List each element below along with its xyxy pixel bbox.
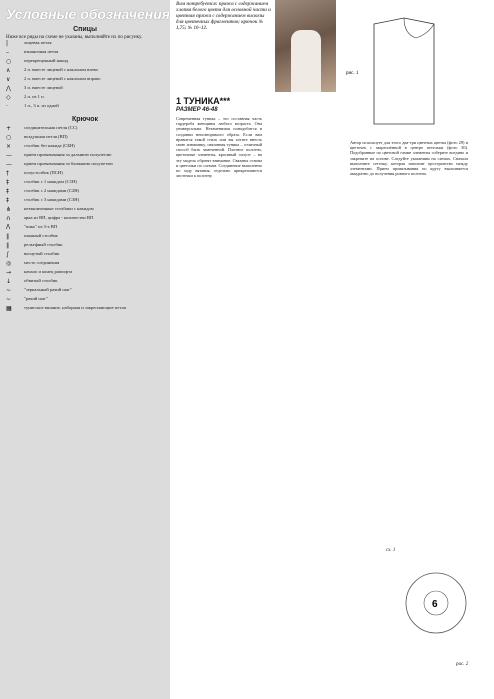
spicy-label: лицевая петля xyxy=(24,40,52,45)
hook-row xyxy=(0,188,170,197)
hook-row xyxy=(0,134,170,143)
article-column-2: Автор использует для этого два-три цветных цветка (фото 29) и цветочек с закреплённой в центре петельки (фото 30). Подобранные по цветовой гамме элементы соберите воедино и закрепите на основе. Следуйте указаниям на схемах. Сначала выполните сеточку, которая заполнит пространство между элементами. Прием провязывания по кругу выполняется аккуратно до получения ровного полотна. xyxy=(350,140,468,177)
symbol-icon: ‡ xyxy=(6,197,9,204)
symbol-icon: ~ xyxy=(6,296,12,303)
hook-row xyxy=(0,215,170,224)
symbol-icon: — xyxy=(6,161,12,168)
hook-row xyxy=(0,305,170,314)
symbol-icon: ○ xyxy=(6,134,12,141)
hook-row xyxy=(0,269,170,278)
spicy-label: изнаночная петля xyxy=(24,49,59,54)
hook-label: тунисское вязание, наборная и закрепляющие петли xyxy=(24,305,126,310)
hook-label: вогнутый столбик xyxy=(24,251,60,256)
spicy-row xyxy=(0,58,170,67)
model-photo xyxy=(275,0,336,92)
spicy-row xyxy=(0,85,170,94)
hook-label: прием провязывания за ближнюю полупетлю xyxy=(24,161,113,166)
article-title: 1 ТУНИКА*** xyxy=(176,96,231,106)
hook-row xyxy=(0,296,170,305)
article-column-1: Современная туника – это составная часть гардероба женщины любого возраста. Она универсальна. Незаменимая понадобится в создании неповторимого образа. Если вам нравится такой стиль или вы хотите внесть свою изюминку, связанная туника – отличный способ быть замеченной. Плотное полотно, цветочные элементы, красивый силуэт – на эту модель обратят внимание. Связаны основа и цветочки по схемам. Соединение выполнено по ходу вязания, отдельно прикрепляются листочки к полотну. xyxy=(176,116,262,179)
symbol-icon: ‡ xyxy=(6,188,9,195)
hook-row xyxy=(0,287,170,296)
symbol-icon: † xyxy=(6,170,9,177)
hook-row xyxy=(0,260,170,269)
symbol-icon: ᐱ xyxy=(6,224,11,231)
spicy-label: 2 п. из 1 п. xyxy=(24,94,45,99)
symbol-icon: ⋔ xyxy=(6,206,12,213)
symbol-icon: + xyxy=(6,125,12,132)
hook-label: столбик с 1 накидом (С1Н) xyxy=(24,179,77,184)
symbol-icon: ◇ xyxy=(6,94,11,101)
spicy-label: перекрещенный накид xyxy=(24,58,69,63)
spicy-row xyxy=(0,40,170,49)
spicy-label: 3 п. вместе лицевой xyxy=(24,85,63,90)
spicy-label: 1 п., 3 п. из одной xyxy=(24,103,59,108)
hook-list xyxy=(0,125,170,314)
hook-label: столбик без накида (СБН) xyxy=(24,143,75,148)
spicy-label: 2 п. вместе лицевой с наклоном влево xyxy=(24,67,98,72)
article xyxy=(176,0,494,699)
article-size: РАЗМЕР 46-48 xyxy=(176,107,218,113)
symbol-icon: — xyxy=(6,152,12,159)
symbol-icon: ∩ xyxy=(6,215,11,222)
symbol-icon: | xyxy=(6,40,9,47)
hook-label: незаконченные столбики с накидом xyxy=(24,206,94,211)
hook-label: начало и конец раппорта xyxy=(24,269,73,274)
svg-text:6: 6 xyxy=(432,599,438,610)
circle-motif-diagram xyxy=(394,555,484,655)
symbol-icon: ◎ xyxy=(6,260,12,267)
spicy-label: 2 п. вместе лицевой с наклоном вправо xyxy=(24,76,101,81)
hook-label: соединительная петля (СС) xyxy=(24,125,78,130)
hook-label: "рачий шаг" xyxy=(24,296,48,301)
symbol-icon: ∥ xyxy=(6,242,9,249)
hook-row xyxy=(0,278,170,287)
hook-row xyxy=(0,242,170,251)
hook-row xyxy=(0,206,170,215)
symbol-icon: ○ xyxy=(6,58,12,65)
fig2-label: рис. 2 xyxy=(456,662,469,667)
hook-label: "зеркальный рачий шаг" xyxy=(24,287,72,292)
hook-label: столбик с 2 накидами (С2Н) xyxy=(24,188,80,193)
hook-row xyxy=(0,251,170,260)
hook-label: "пико" из 3-х ВП xyxy=(24,224,58,229)
symbol-icon: ∧ xyxy=(6,67,11,74)
hook-row xyxy=(0,152,170,161)
hook-row xyxy=(0,197,170,206)
hook-label: воздушная петля (ВП) xyxy=(24,134,68,139)
symbol-icon: ⋀ xyxy=(6,85,11,92)
legend-title: Условные обозначения xyxy=(6,6,171,22)
hook-row xyxy=(0,170,170,179)
spicy-row xyxy=(0,67,170,76)
hook-label: пышный столбик xyxy=(24,233,58,238)
spicy-list xyxy=(0,40,170,112)
section-hook-title: Крючок xyxy=(71,116,99,123)
symbol-icon: ‡ xyxy=(6,179,9,186)
legend-panel xyxy=(0,0,170,699)
tunic-image xyxy=(291,30,321,92)
spicy-row xyxy=(0,76,170,85)
hook-label: полустолбик (ПСН) xyxy=(24,170,63,175)
spicy-row xyxy=(0,49,170,58)
symbol-icon: → xyxy=(6,269,12,276)
symbol-icon: ∨ xyxy=(6,76,11,83)
symbol-icon: × xyxy=(6,143,12,150)
hook-label: обвитый столбик xyxy=(24,278,58,283)
symbol-icon: ~ xyxy=(6,287,12,294)
spicy-row xyxy=(0,103,170,112)
hook-label: прием провязывания за дальнюю полупетлю xyxy=(24,152,112,157)
hook-row xyxy=(0,179,170,188)
symbol-icon: ▦ xyxy=(6,305,12,312)
symbol-icon: – xyxy=(6,49,9,56)
symbol-icon: · xyxy=(6,103,8,110)
materials-note: Вам потребуется: пряжа с содержанием хлопка белого цвета для основной части и цветная пряжа с содержанием вискозы для цветочных фрагментов; крючок № 1,75; № 10–12. xyxy=(176,2,271,31)
symbol-icon: ↓ xyxy=(6,278,12,285)
section-spicy-title: Спицы xyxy=(73,26,97,33)
hook-label: рельефный столбик xyxy=(24,242,63,247)
hook-row xyxy=(0,224,170,233)
hook-row xyxy=(0,125,170,134)
hook-row xyxy=(0,233,170,242)
symbol-icon: ∥ xyxy=(6,233,9,240)
pattern-diagram xyxy=(344,4,484,134)
legend-intro: Ниже все ряды на схеме не указаны, выполняйте их по рисунку. xyxy=(6,35,143,40)
fig1-label: рис. 1 xyxy=(346,71,359,76)
hook-label: столбик с 3 накидами (С3Н) xyxy=(24,197,80,202)
hook-row xyxy=(0,143,170,152)
hook-label: место соединения xyxy=(24,260,60,265)
spicy-row xyxy=(0,94,170,103)
symbol-icon: ∫ xyxy=(6,251,10,258)
hook-row xyxy=(0,161,170,170)
hook-label: арка из ВП, цифра - количество ВП xyxy=(24,215,94,220)
scheme-label: сх. 1 xyxy=(386,548,396,553)
